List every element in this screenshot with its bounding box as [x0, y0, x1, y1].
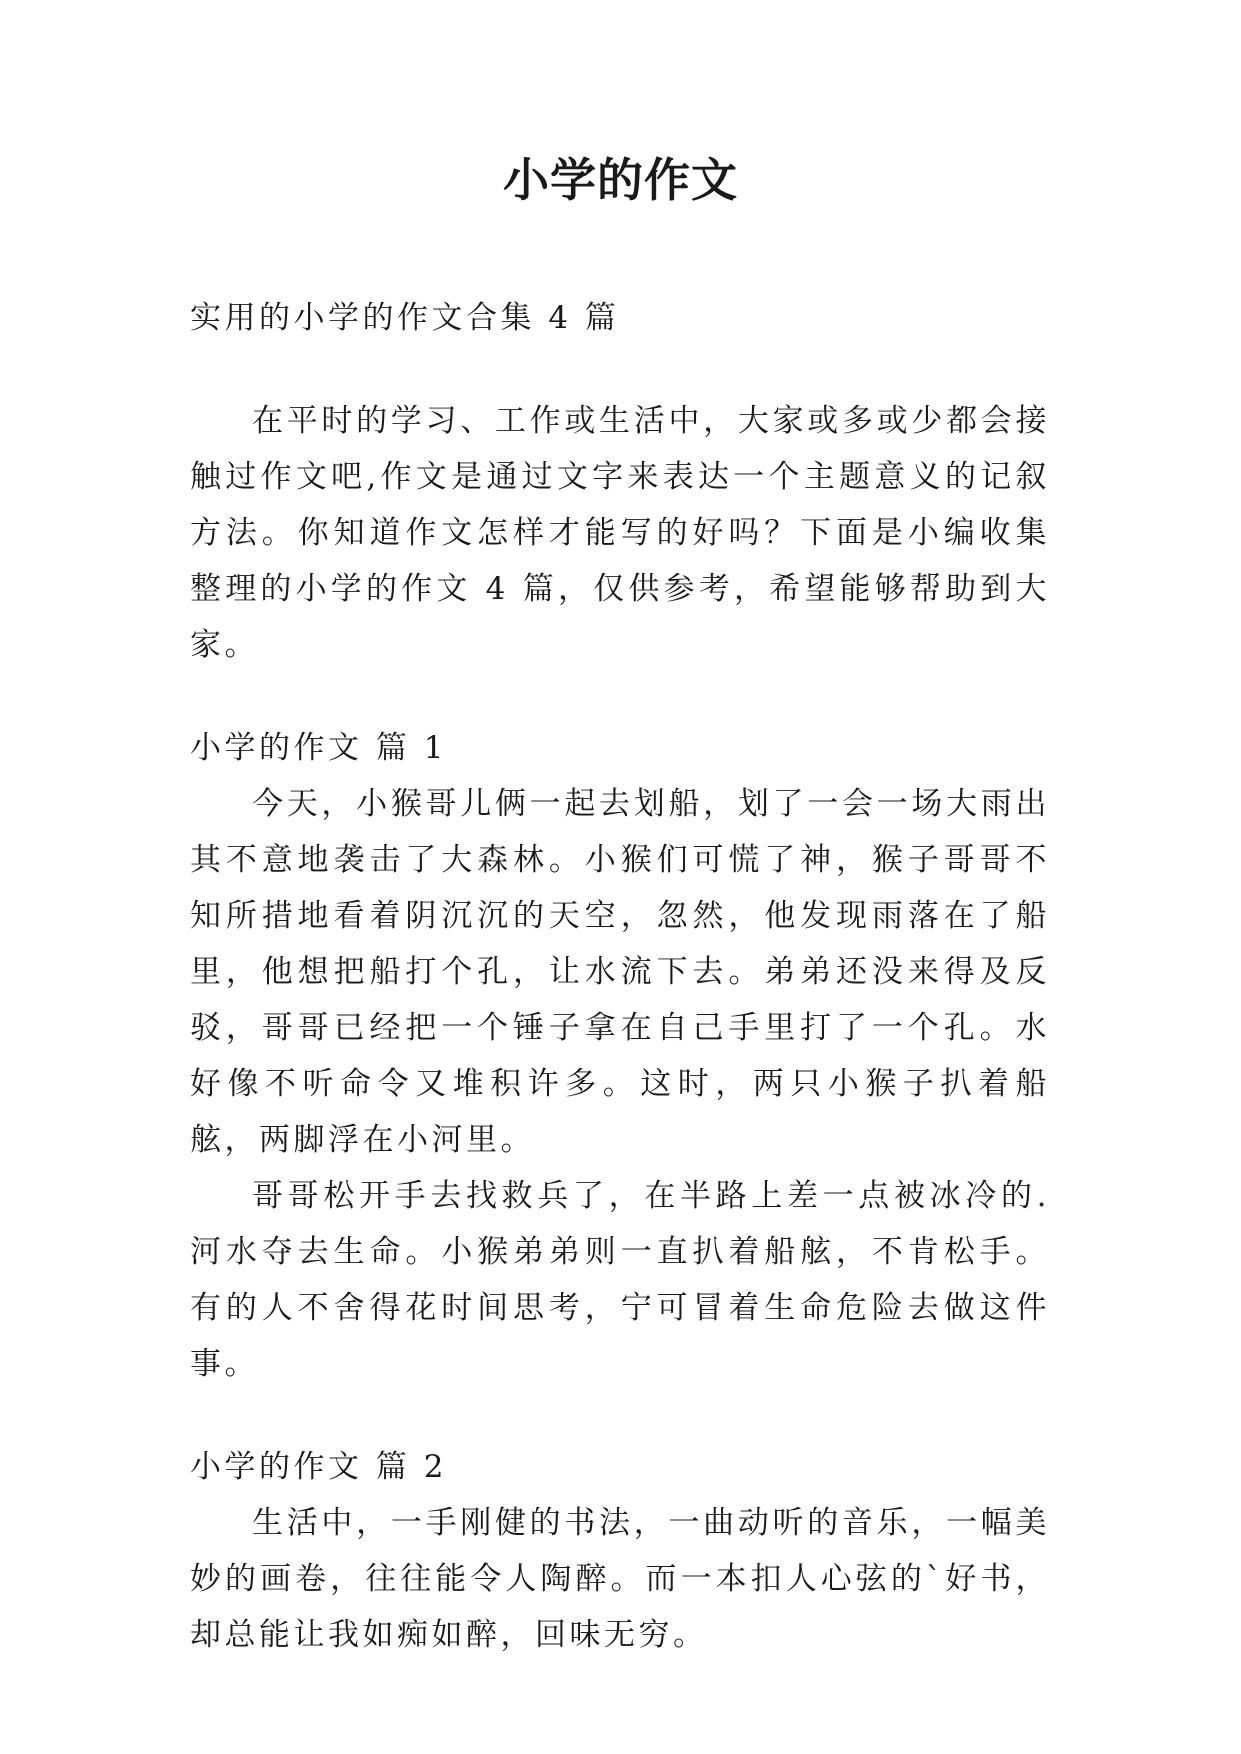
essay-section-1 [190, 720, 1050, 1392]
document-title: 小学的作文 [503, 153, 738, 207]
section-heading: 小学的作文 篇 1 [190, 730, 447, 766]
document-subtitle: 实用的小学的作文合集 4 篇 [190, 300, 620, 336]
section-heading: 小学的作文 篇 2 [190, 1449, 447, 1485]
section-paragraph: 生活中，一手刚健的书法，一曲动听的音乐，一幅美妙的画卷，往往能令人陶醉。而一本扣人心弦的`好书，却总能让我如痴如醉，回味无穷。 [190, 1505, 1050, 1653]
essay-section-2 [190, 1439, 1050, 1663]
section-paragraph: 哥哥松开手去找救兵了，在半路上差一点被冰冷的.河水夺去生命。小猴弟弟则一直扒着船舷，不肯松手。有的人不舍得花时间思考，宁可冒着生命危险去做这件事。 [190, 1178, 1050, 1382]
section-paragraph: 今天，小猴哥儿俩一起去划船，划了一会一场大雨出其不意地袭击了大森林。小猴们可慌了神，猴子哥哥不知所措地看着阴沉沉的天空，忽然，他发现雨落在了船里，他想把船打个孔，让水流下去。弟弟还没来得及反驳，哥哥已经把一个锤子拿在自己手里打了一个孔。水好像不听命令又堆积许多。这时，两只小猴子扒着船舷，两脚浮在小河里。 [190, 786, 1050, 1158]
document-body [190, 290, 1050, 1710]
intro-paragraph: 在平时的学习、工作或生活中，大家或多或少都会接触过作文吧,作文是通过文字来表达一个主题意义的记叙方法。你知道作文怎样才能写的好吗？下面是小编收集整理的小学的作文 4 篇，仅供参考，希望能够帮助到大家。 [190, 403, 1050, 663]
